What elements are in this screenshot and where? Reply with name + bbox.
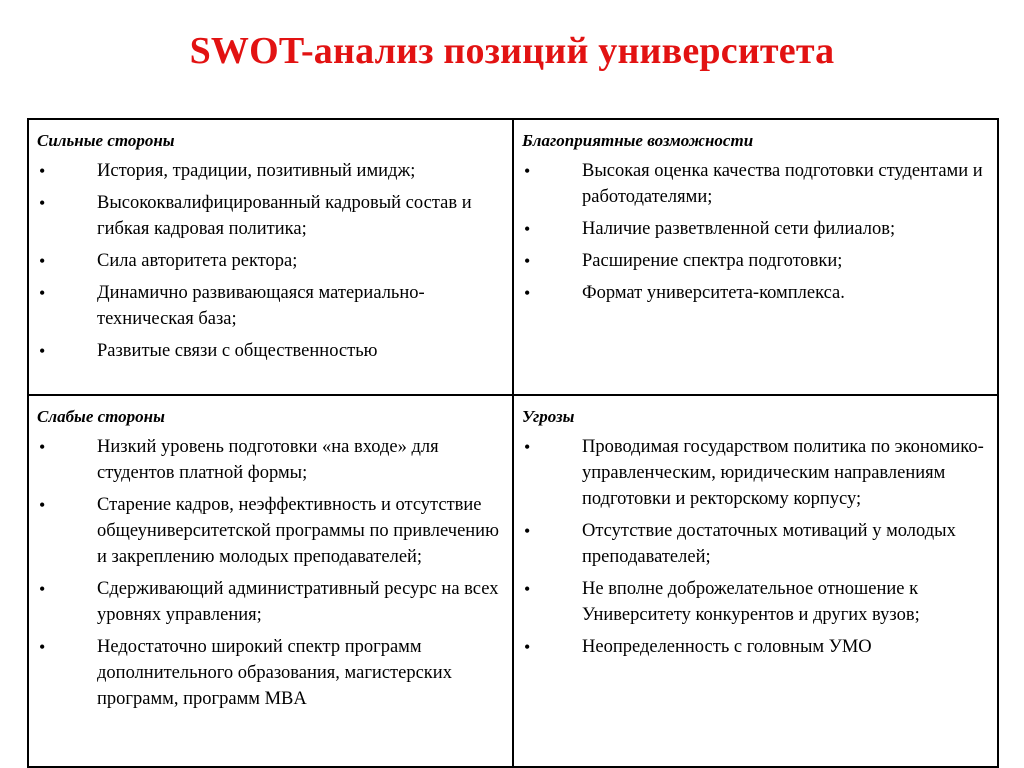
opportunities-item-text: Высокая оценка качества подготовки студентами и работодателями; (582, 161, 983, 207)
threats-item (522, 434, 991, 512)
opportunities-item (522, 248, 991, 274)
strengths-item-text: История, традиции, позитивный имидж; (97, 161, 416, 181)
strengths-item-text: Динамично развивающаяся материально-техническая база; (97, 283, 425, 329)
threats-item-text: Не вполне доброжелательное отношение к Университету конкурентов и других вузов; (582, 579, 920, 625)
strengths-item-text: Развитые связи с общественностью (97, 341, 378, 361)
bullet-icon: • (524, 161, 531, 181)
threats-item-text: Отсутствие достаточных мотиваций у молодых преподавателей; (582, 521, 956, 567)
weaknesses-item-text: Низкий уровень подготовки «на входе» для студентов платной формы; (97, 437, 439, 483)
threats-item (522, 518, 991, 570)
weaknesses-heading: Слабые стороны (37, 407, 165, 426)
opportunities-cell (513, 119, 998, 395)
opportunities-item (522, 216, 991, 242)
weaknesses-list (37, 434, 506, 712)
swot-row-top (28, 119, 998, 395)
bullet-icon: • (39, 193, 46, 213)
weaknesses-item-text: Недостаточно широкий спектр программ дополнительного образования, магистерских программ, программ MBA (97, 637, 452, 709)
strengths-item (37, 190, 506, 242)
threats-cell (513, 395, 998, 767)
bullet-icon: • (524, 521, 531, 541)
weaknesses-item-text: Старение кадров, неэффективность и отсутствие общеуниверситетской программы по привлечению и закреплению молодых преподавателей; (97, 495, 499, 567)
threats-item-text: Неопределенность с головным УМО (582, 637, 872, 657)
opportunities-heading: Благоприятные возможности (522, 131, 754, 150)
bullet-icon: • (524, 437, 531, 457)
strengths-list (37, 158, 506, 364)
strengths-heading: Сильные стороны (37, 131, 175, 150)
threats-item (522, 576, 991, 628)
bullet-icon: • (524, 637, 531, 657)
weaknesses-item-text: Сдерживающий административный ресурс на всех уровнях управления; (97, 579, 499, 625)
opportunities-item-text: Расширение спектра подготовки; (582, 251, 843, 271)
weaknesses-item (37, 576, 506, 628)
bullet-icon: • (39, 283, 46, 303)
bullet-icon: • (524, 283, 531, 303)
opportunities-list (522, 158, 991, 306)
weaknesses-cell (28, 395, 513, 767)
threats-list (522, 434, 991, 660)
opportunities-item-text: Наличие разветвленной сети филиалов; (582, 219, 896, 239)
bullet-icon: • (524, 219, 531, 239)
bullet-icon: • (524, 251, 531, 271)
page-title: SWOT-анализ позиций университета (189, 30, 835, 72)
weaknesses-item (37, 634, 506, 712)
threats-heading: Угрозы (522, 407, 575, 426)
bullet-icon: • (524, 579, 531, 599)
swot-row-bottom (28, 395, 998, 767)
swot-table (27, 118, 999, 768)
strengths-item-text: Сила авторитета ректора; (97, 251, 298, 271)
strengths-item-text: Высококвалифицированный кадровый состав и гибкая кадровая политика; (97, 193, 472, 239)
bullet-icon: • (39, 161, 46, 181)
strengths-item (37, 338, 506, 364)
bullet-icon: • (39, 341, 46, 361)
bullet-icon: • (39, 579, 46, 599)
bullet-icon: • (39, 637, 46, 657)
strengths-cell (28, 119, 513, 395)
strengths-item (37, 158, 506, 184)
threats-item (522, 634, 991, 660)
strengths-item (37, 280, 506, 332)
weaknesses-item (37, 434, 506, 486)
strengths-item (37, 248, 506, 274)
threats-item-text: Проводимая государством политика по экономико-управленческим, юридическим направлениям подготовки и ректорскому корпусу; (582, 437, 984, 509)
opportunities-item (522, 280, 991, 306)
bullet-icon: • (39, 251, 46, 271)
opportunities-item (522, 158, 991, 210)
bullet-icon: • (39, 437, 46, 457)
bullet-icon: • (39, 495, 46, 515)
opportunities-item-text: Формат университета-комплекса. (582, 283, 845, 303)
weaknesses-item (37, 492, 506, 570)
